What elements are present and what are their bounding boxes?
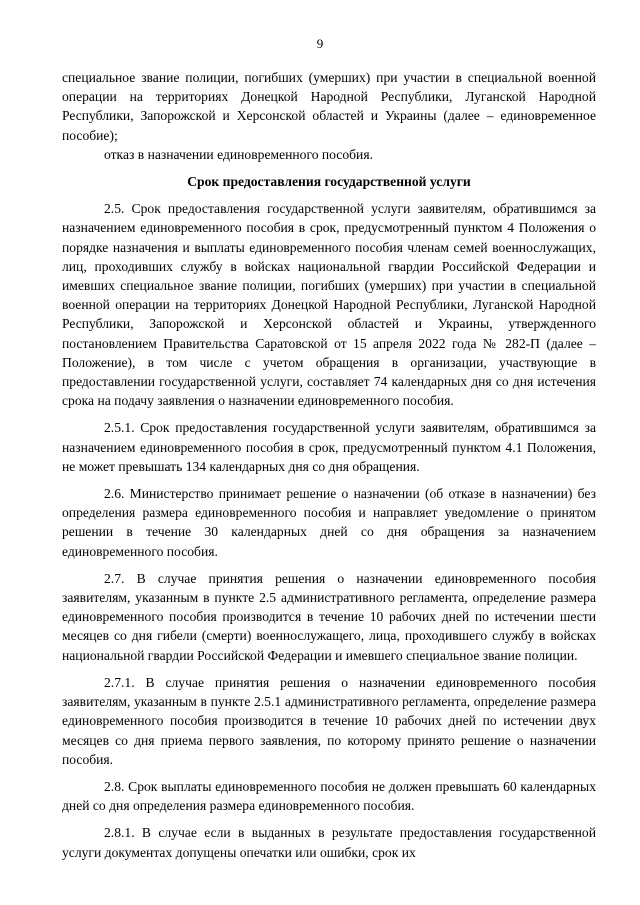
- paragraph-2-7: 2.7. В случае принятия решения о назначении единовременного пособия заявителям, указанным в пункте 2.5 административного регламента, определение размера единовременного пособия производится в течение 10 рабочих дней по истечении шести месяцев со дня гибели (смерти) военнослужащего, лица, проходившего службу в войсках национальной гвардии Российской Федерации и имевшего специальное звание полиции.: [62, 570, 596, 663]
- paragraph-2-8: 2.8. Срок выплаты единовременного пособия не должен превышать 60 календарных дней со дня определения размера единовременного пособия.: [62, 778, 596, 814]
- page-number: 9: [316, 36, 324, 51]
- paragraph-2-8-1: 2.8.1. В случае если в выданных в результате предоставления государственной услуги документах допущены опечатки или ошибки, срок их: [62, 825, 596, 860]
- document-body: [62, 68, 596, 862]
- section-heading: Срок предоставления государственной услуги: [187, 174, 471, 190]
- paragraph-2-6: 2.6. Министерство принимает решение о назначении (об отказе в назначении) без определения размера единовременного пособия и направляет уведомление о принятом решении в течение 30 календарных дней со дня обращения за назначением единовременного пособия.: [62, 486, 596, 559]
- paragraph-2-7-1: 2.7.1. В случае принятия решения о назначении единовременного пособия заявителям, указанным в пункте 2.5.1 административного регламента, определение размера единовременного пособия производится в течение 10 рабочих дней по истечении двух месяцев со дня приема первого заявления, по которому принято решение о назначении пособия.: [62, 674, 596, 767]
- paragraph-continuation: специальное звание полиции, погибших (умерших) при участии в специальной военной операции на территориях Донецкой Народной Республики, Луганской Народной Республики, Запорожской и Херсонской областей и Украины (далее – единовременное пособие);: [62, 70, 596, 143]
- paragraph-2-5: 2.5. Срок предоставления государственной услуги заявителям, обратившимся за назначением единовременного пособия в срок, предусмотренный пунктом 4 Положения о порядке назначения и выплаты единовременного пособия членам семей военнослужащих, лиц, проходивших службу в войсках национальной гвардии Российской Федерации и имевших специальное звание полиции, погибших (умерших) при участии в специальной военной операции на территориях Донецкой Народной Республики, Луганской Народной Республики, Запорожской и Херсонской областей и Украины, утвержденного постановлением Правительства Саратовской от 15 апреля 2022 года № 282-П (далее – Положение), в том числе с учетом обращения в организации, участвующие в предоставлении государственной услуги, составляет 74 календарных дня со дня истечения срока на подачу заявления о назначении единовременного пособия.: [62, 201, 596, 409]
- paragraph-refusal: отказ в назначении единовременного пособия.: [104, 146, 373, 162]
- paragraph-2-5-1: 2.5.1. Срок предоставления государственной услуги заявителям, обратившимся за назначением единовременного пособия в срок, предусмотренный пунктом 4.1 Положения, не может превышать 134 календарных дня со дня обращения.: [62, 420, 596, 474]
